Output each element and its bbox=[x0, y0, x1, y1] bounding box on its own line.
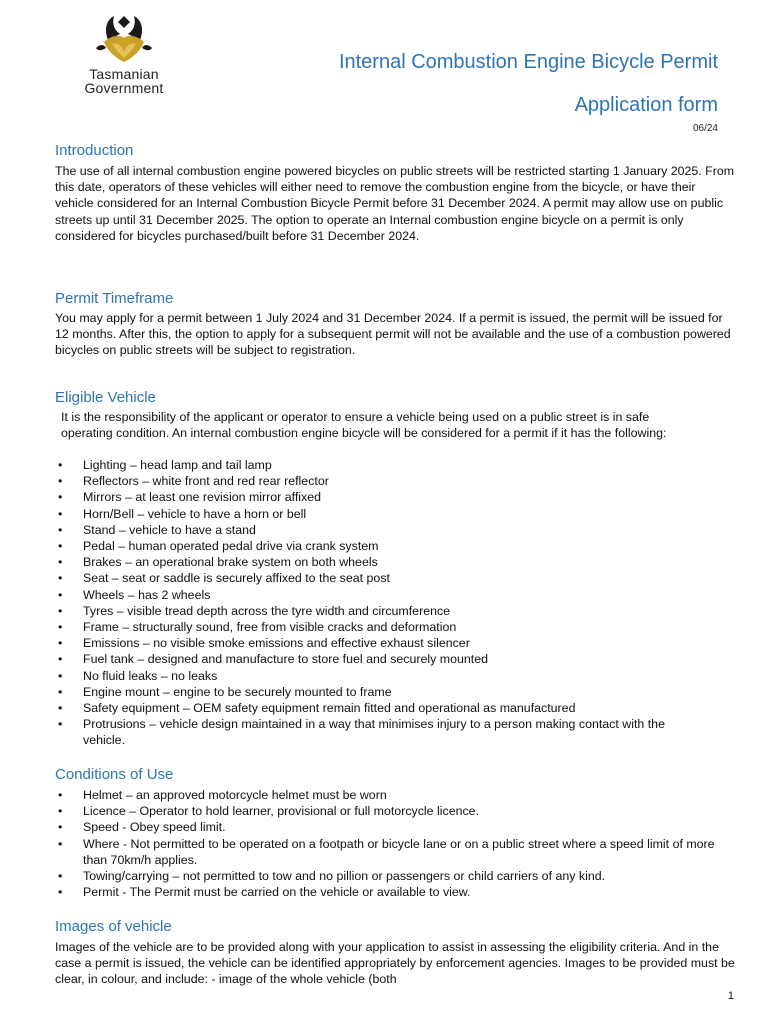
bullet-icon: • bbox=[58, 506, 63, 521]
eligible-criteria-item bbox=[55, 603, 695, 619]
eligible-criteria-item-text: Fuel tank – designed and manufacture to store fuel and securely mounted bbox=[83, 652, 489, 667]
eligible-criteria-item bbox=[55, 554, 695, 570]
eligible-criteria-item-text: Safety equipment – OEM safety equipment remain fitted and operational as manufactured bbox=[83, 701, 576, 716]
bullet-icon: • bbox=[58, 684, 63, 699]
condition-item-text: Helmet – an approved motorcycle helmet must be worn bbox=[83, 788, 387, 802]
permit-timeframe-body: You may apply for a permit between 1 July 2024 and 31 December 2024. If a permit is issued, the permit will be issued for 12 months. After this, the option to apply for a subsequent permit will not be available and the use of a combustion powered bicycles on public streets will be subject to registration. bbox=[55, 311, 731, 358]
bullet-icon: • bbox=[58, 539, 63, 554]
bullet-icon: • bbox=[58, 820, 63, 835]
bullet-icon: • bbox=[58, 788, 63, 802]
bullet-icon: • bbox=[58, 652, 63, 667]
eligible-criteria-item-text: Lighting – head lamp and tail lamp bbox=[83, 458, 272, 472]
bullet-icon: • bbox=[58, 571, 63, 586]
bullet-icon: • bbox=[58, 885, 63, 900]
heading-eligible-vehicle: Eligible Vehicle bbox=[55, 389, 156, 406]
condition-item-text: Licence – Operator to hold learner, provisional or full motorcycle licence. bbox=[83, 804, 480, 819]
bullet-icon: • bbox=[58, 555, 63, 570]
eligible-criteria-item-text: Engine mount – engine to be securely mounted to frame bbox=[83, 684, 392, 699]
bullet-icon: • bbox=[58, 490, 63, 505]
eligible-criteria-item bbox=[55, 522, 695, 538]
condition-item bbox=[55, 787, 735, 803]
eligible-criteria-item bbox=[55, 651, 695, 667]
document-subtitle: Application form bbox=[574, 94, 718, 116]
eligible-criteria-item bbox=[55, 489, 695, 505]
version-code: 06/24 bbox=[692, 123, 718, 134]
heading-conditions-of-use: Conditions of Use bbox=[55, 766, 174, 783]
bullet-icon: • bbox=[58, 869, 63, 884]
bullet-icon: • bbox=[58, 701, 63, 716]
eligible-criteria-item-text: Seat – seat or saddle is securely affixed to the seat post bbox=[83, 571, 390, 586]
bullet-icon: • bbox=[58, 668, 63, 683]
eligible-criteria-item bbox=[55, 619, 695, 635]
bullet-icon: • bbox=[58, 587, 63, 602]
tasmanian-government-logo bbox=[76, 12, 172, 102]
bullet-icon: • bbox=[58, 636, 63, 651]
bullet-icon: • bbox=[58, 717, 63, 732]
eligible-criteria-item bbox=[55, 700, 695, 716]
conditions-list bbox=[55, 787, 735, 900]
eligible-criteria-item-text: Tyres – visible tread depth across the tyre width and circumference bbox=[83, 603, 451, 618]
bullet-icon: • bbox=[58, 620, 63, 635]
images-of-vehicle-body: Images of the vehicle are to be provided along with your application to assist in assessing the eligibility criteria. And in the case a permit is issued, the vehicle can be identified appropriately by enforcement agencies. Images to be provided must be clear, in colour, and include: - image of the whole vehicle (both bbox=[55, 940, 735, 987]
eligible-criteria-item-text: Protrusions – vehicle design maintained in a way that minimises injury to a person making contact with the vehicle. bbox=[83, 717, 665, 748]
eligible-criteria-list bbox=[55, 457, 695, 749]
condition-item bbox=[55, 803, 735, 819]
eligible-criteria-item bbox=[55, 668, 695, 684]
eligible-criteria-item-text: Frame – structurally sound, free from visible cracks and deformation bbox=[83, 620, 457, 635]
condition-item bbox=[55, 819, 735, 835]
bullet-icon: • bbox=[58, 836, 63, 851]
eligible-criteria-item bbox=[55, 473, 695, 489]
eligible-criteria-item-text: Stand – vehicle to have a stand bbox=[83, 522, 256, 537]
condition-item bbox=[55, 868, 735, 884]
condition-item-text: Speed - Obey speed limit. bbox=[83, 820, 226, 835]
introduction-body: The use of all internal combustion engine powered bicycles on public streets will be restricted starting 1 January 2025. From this date, operators of these vehicles will either need to remove the combustion engine from the bicycle, or have their vehicle considered for an Internal Combustion Bicycle Permit before 31 December 2024. A permit may allow use on public streets up until 31 December 2025. The option to operate an Internal combustion engine bicycle on a permit is only considered for bicycles purchased/built before 31 December 2024. bbox=[55, 164, 735, 243]
eligible-criteria-item bbox=[55, 538, 695, 554]
condition-item-text: Permit - The Permit must be carried on the vehicle or available to view. bbox=[83, 885, 471, 900]
bullet-icon: • bbox=[58, 522, 63, 537]
coat-of-arms-icon bbox=[90, 12, 158, 66]
heading-introduction: Introduction bbox=[55, 142, 134, 159]
eligible-criteria-item bbox=[55, 570, 695, 586]
condition-item bbox=[55, 836, 735, 868]
eligible-criteria-item-text: Reflectors – white front and red rear reflector bbox=[83, 474, 329, 489]
eligible-vehicle-body: It is the responsibility of the applicant or operator to ensure a vehicle being used on a public street is in safe operating condition. An internal combustion engine bicycle will be considered for a permit if it has the following: bbox=[61, 410, 667, 441]
eligible-criteria-item-text: Wheels – has 2 wheels bbox=[83, 587, 211, 602]
eligible-criteria-item-text: No fluid leaks – no leaks bbox=[83, 668, 218, 683]
bullet-icon: • bbox=[58, 603, 63, 618]
logo-text-line1: Tasmanian bbox=[89, 66, 159, 82]
condition-item bbox=[55, 884, 735, 900]
bullet-icon: • bbox=[58, 804, 63, 819]
condition-item-text: Towing/carrying – not permitted to tow and no pillion or passengers or child carriers of any kind. bbox=[83, 869, 606, 884]
eligible-criteria-item bbox=[55, 716, 695, 748]
eligible-criteria-item-text: Brakes – an operational brake system on both wheels bbox=[83, 555, 378, 570]
logo-text-line2: Government bbox=[84, 80, 164, 96]
eligible-criteria-item-text: Pedal – human operated pedal drive via crank system bbox=[83, 539, 379, 554]
document-title: Internal Combustion Engine Bicycle Permit bbox=[338, 51, 718, 73]
condition-item-text: Where - Not permitted to be operated on a footpath or bicycle lane or on a public street where a speed limit of more than 70km/h applies. bbox=[83, 836, 715, 867]
eligible-criteria-item bbox=[55, 457, 695, 473]
bullet-icon: • bbox=[58, 474, 63, 489]
eligible-criteria-item-text: Emissions – no visible smoke emissions and effective exhaust silencer bbox=[83, 636, 470, 651]
eligible-criteria-item bbox=[55, 684, 695, 700]
eligible-criteria-item bbox=[55, 587, 695, 603]
heading-permit-timeframe: Permit Timeframe bbox=[55, 290, 174, 307]
eligible-criteria-item-text: Mirrors – at least one revision mirror affixed bbox=[83, 490, 322, 505]
eligible-criteria-item bbox=[55, 506, 695, 522]
heading-images-of-vehicle: Images of vehicle bbox=[55, 918, 172, 935]
page-number: 1 bbox=[727, 990, 734, 1002]
bullet-icon: • bbox=[58, 458, 63, 472]
eligible-criteria-item-text: Horn/Bell – vehicle to have a horn or bell bbox=[83, 506, 307, 521]
eligible-criteria-item bbox=[55, 635, 695, 651]
